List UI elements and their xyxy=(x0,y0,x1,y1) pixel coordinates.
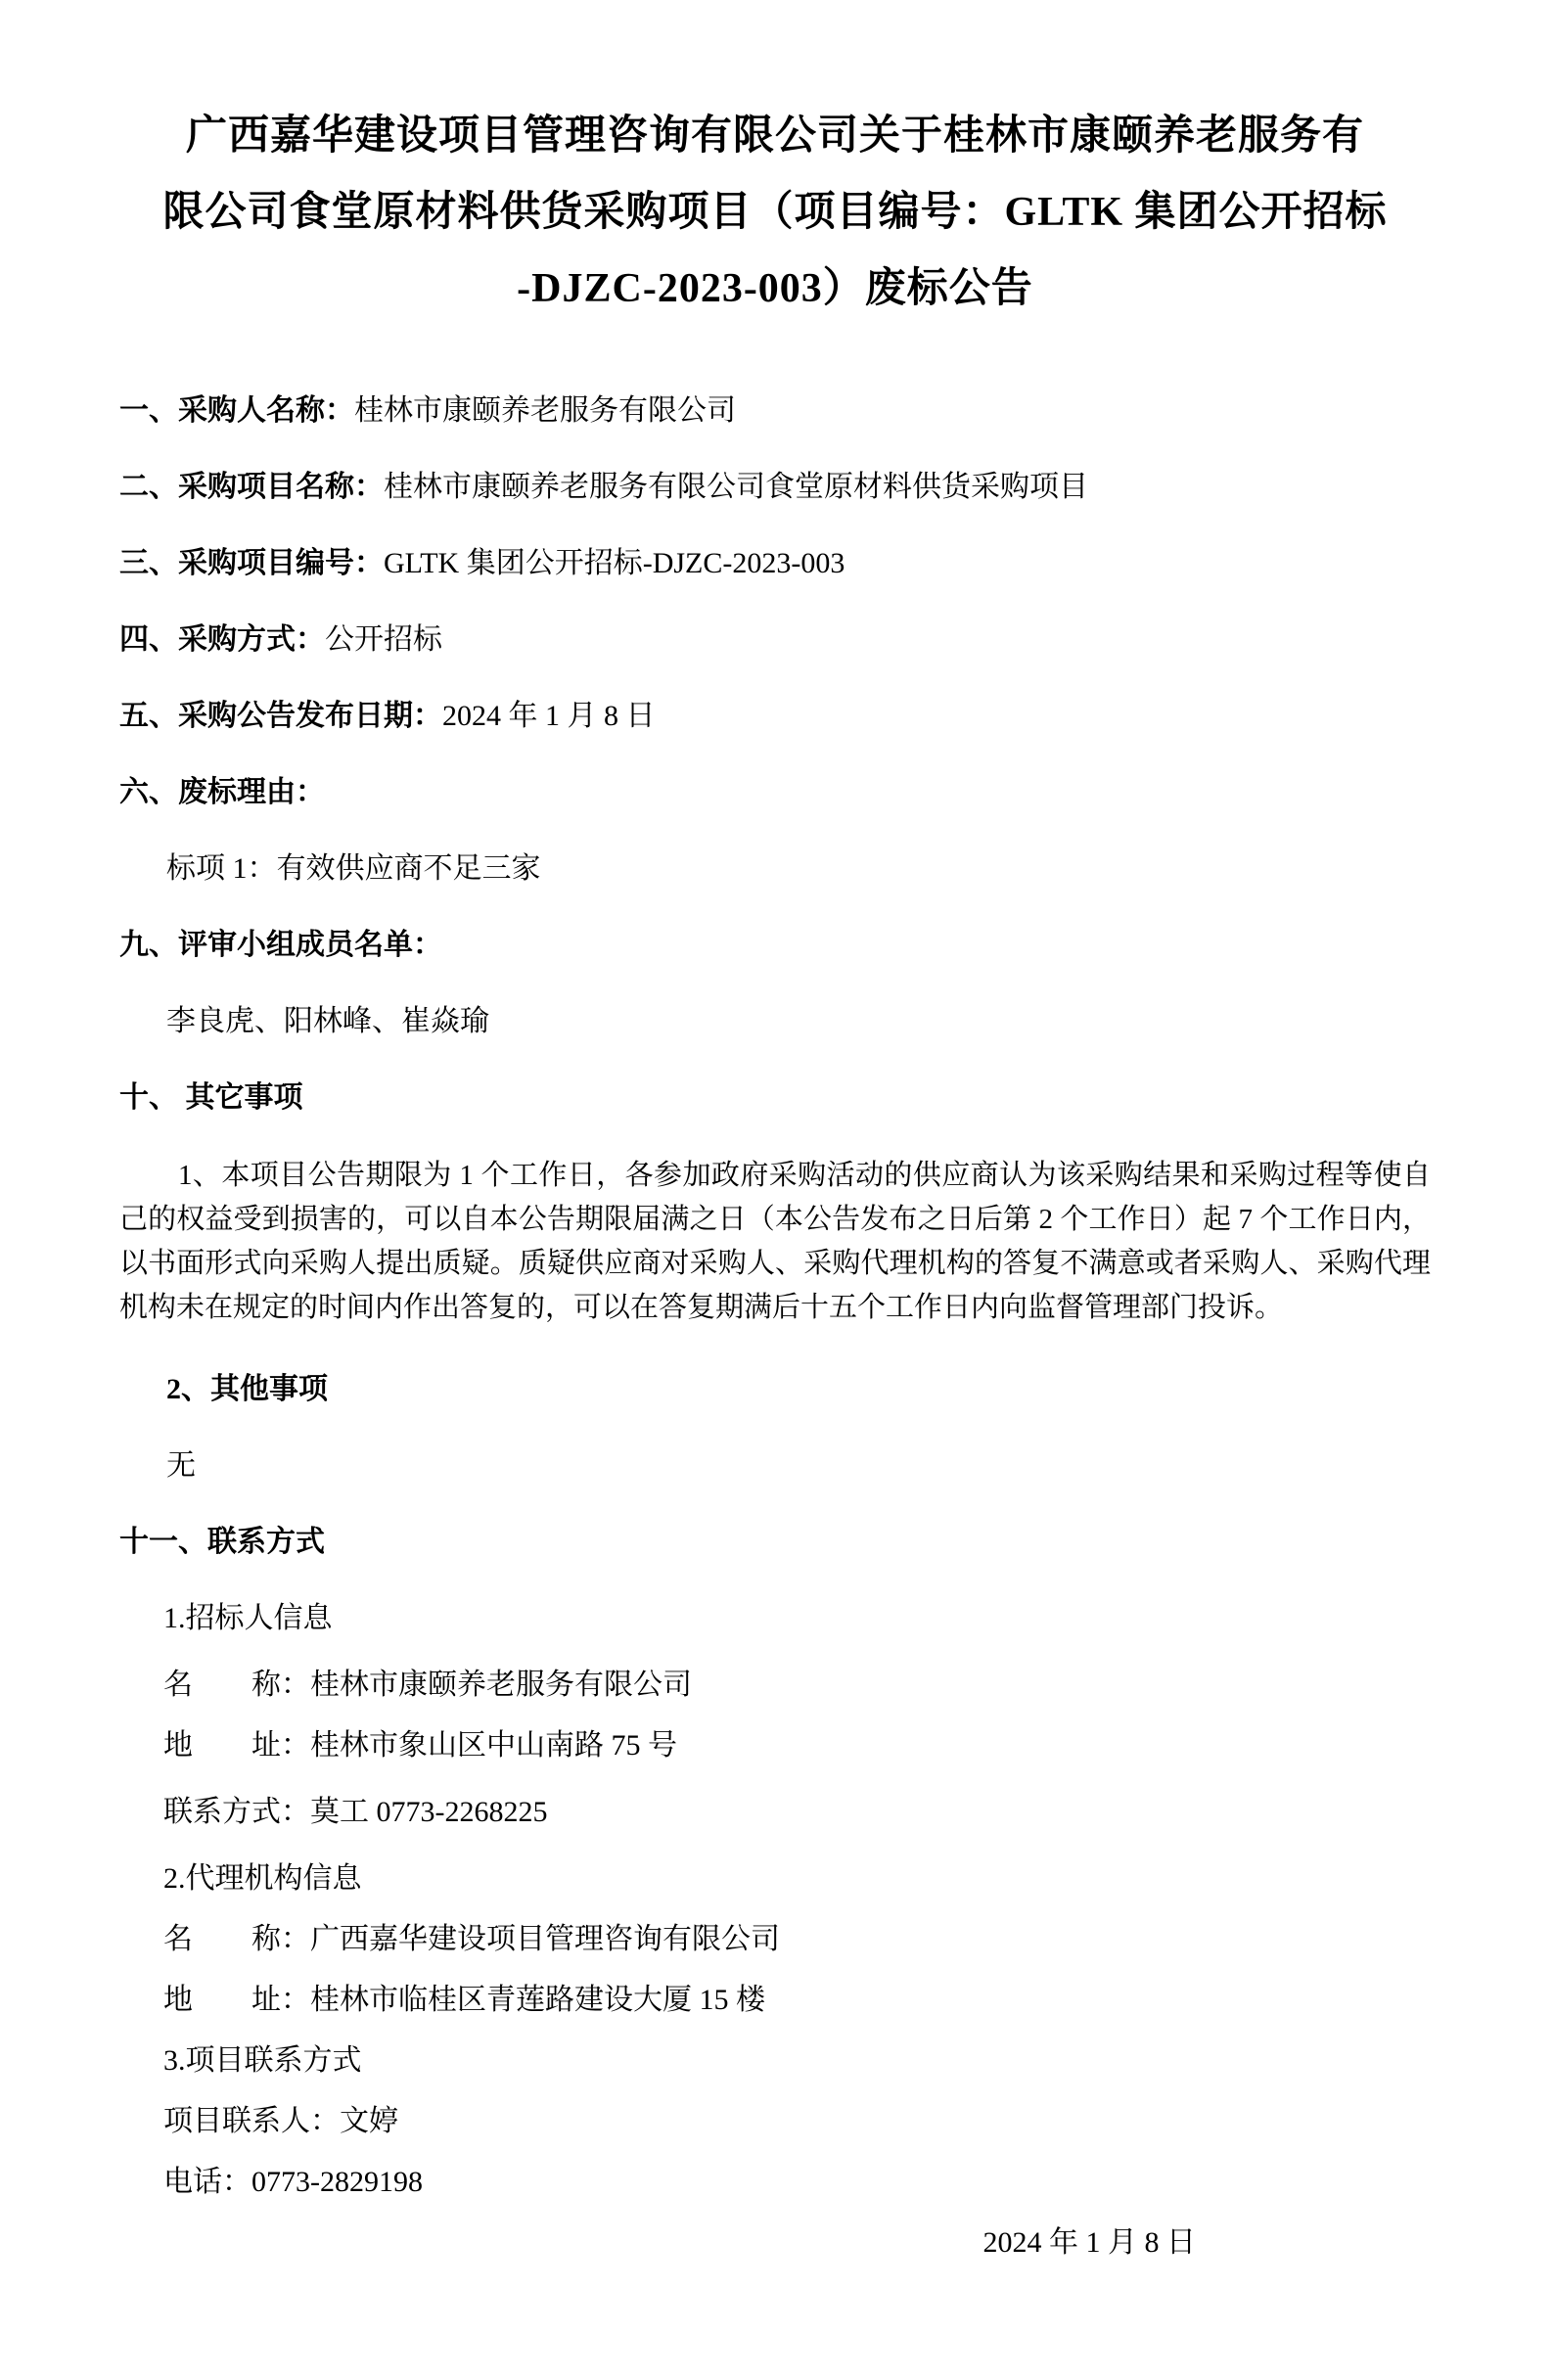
section-purchaser-name xyxy=(119,390,1431,432)
other-matters-heading xyxy=(119,1077,1431,1119)
other-matters-subheading xyxy=(119,1369,1431,1410)
invalid-bid-reason-text: 标项 1：有效供应商不足三家 xyxy=(166,852,541,885)
section-value: 2024 年 1 月 8 日 xyxy=(442,700,656,732)
other-matters-none xyxy=(119,1445,1431,1487)
other-matters-none-text: 无 xyxy=(166,1449,196,1482)
tenderer-phone: 联系方式：莫工 0773-2268225 xyxy=(163,1796,548,1828)
section-invalid-bid-reason-heading xyxy=(119,772,1431,813)
section-value: 桂林市康颐养老服务有限公司 xyxy=(354,394,736,427)
tenderer-address: 地 址：桂林市象山区中山南路 75 号 xyxy=(163,1729,677,1762)
section-value: GLTK 集团公开招标-DJZC-2023-003 xyxy=(384,547,845,579)
section-announcement-date xyxy=(119,696,1431,737)
page-title-line-2: 限公司食堂原材料供货采购项目（项目编号：GLTK 集团公开招标 xyxy=(162,190,1388,235)
review-panel-heading xyxy=(119,925,1431,966)
review-panel-members xyxy=(119,1001,1431,1042)
section-project-name xyxy=(119,467,1431,508)
invalid-bid-reason xyxy=(119,848,1431,890)
signature-date: 2024 年 1 月 8 日 xyxy=(982,2226,1196,2259)
section-label: 三、采购项目编号： xyxy=(119,547,384,579)
page-title xyxy=(119,98,1431,327)
tenderer-info-title: 1.招标人信息 xyxy=(163,1602,333,1634)
agency-address: 地 址：桂林市临桂区青莲路建设大厦 15 楼 xyxy=(163,1984,765,2016)
tenderer-name: 名 称：桂林市康颐养老服务有限公司 xyxy=(163,1669,692,1701)
section-value: 桂林市康颐养老服务有限公司食堂原材料供货采购项目 xyxy=(384,471,1088,503)
page-title-line-1: 广西嘉华建设项目管理咨询有限公司关于桂林市康颐养老服务有 xyxy=(185,114,1364,159)
page-title-line-3: -DJZC-2023-003）废标公告 xyxy=(517,266,1033,311)
section-label: 四、采购方式： xyxy=(119,623,325,656)
contact-section-heading xyxy=(119,1522,1431,1563)
project-phone: 电话：0773-2829198 xyxy=(163,2166,423,2198)
section-label: 一、采购人名称： xyxy=(119,394,354,427)
section-value: 公开招标 xyxy=(325,623,442,656)
project-contact-person: 项目联系人：文婷 xyxy=(163,2105,398,2137)
project-contact-title: 3.项目联系方式 xyxy=(163,2044,362,2077)
agency-info-title: 2.代理机构信息 xyxy=(163,1862,362,1895)
review-panel-members-text: 李良虎、阳林峰、崔焱瑜 xyxy=(166,1005,489,1037)
section-label: 十一、联系方式 xyxy=(119,1526,325,1558)
agency-name: 名 称：广西嘉华建设项目管理咨询有限公司 xyxy=(163,1923,780,1955)
section-label: 六、废标理由： xyxy=(119,776,325,808)
section-label: 十、 其它事项 xyxy=(119,1081,303,1114)
announcement-period-paragraph: 1、本项目公告期限为 1 个工作日，各参加政府采购活动的供应商认为该采购结果和采购过程等使自己的权益受到损害的，可以自本公告期限届满之日（本公告发布之日后第 2 个工作日）起 7 个工作日内，以书面形式向采购人提出质疑。质疑供应商对采购人、采购代理机构的答复不满意或者采购人、采购代理机构未在规定的时间内作出答复的，可以在答复期满后十五个工作日内向监督管理部门投诉。 xyxy=(119,1160,1431,1323)
section-label: 九、评审小组成员名单： xyxy=(119,929,442,961)
section-procurement-method xyxy=(119,619,1431,661)
section-label: 二、采购项目名称： xyxy=(119,471,384,503)
section-label: 五、采购公告发布日期： xyxy=(119,700,442,732)
section-project-number xyxy=(119,543,1431,584)
other-matters-subheading-text: 2、其他事项 xyxy=(166,1373,328,1405)
